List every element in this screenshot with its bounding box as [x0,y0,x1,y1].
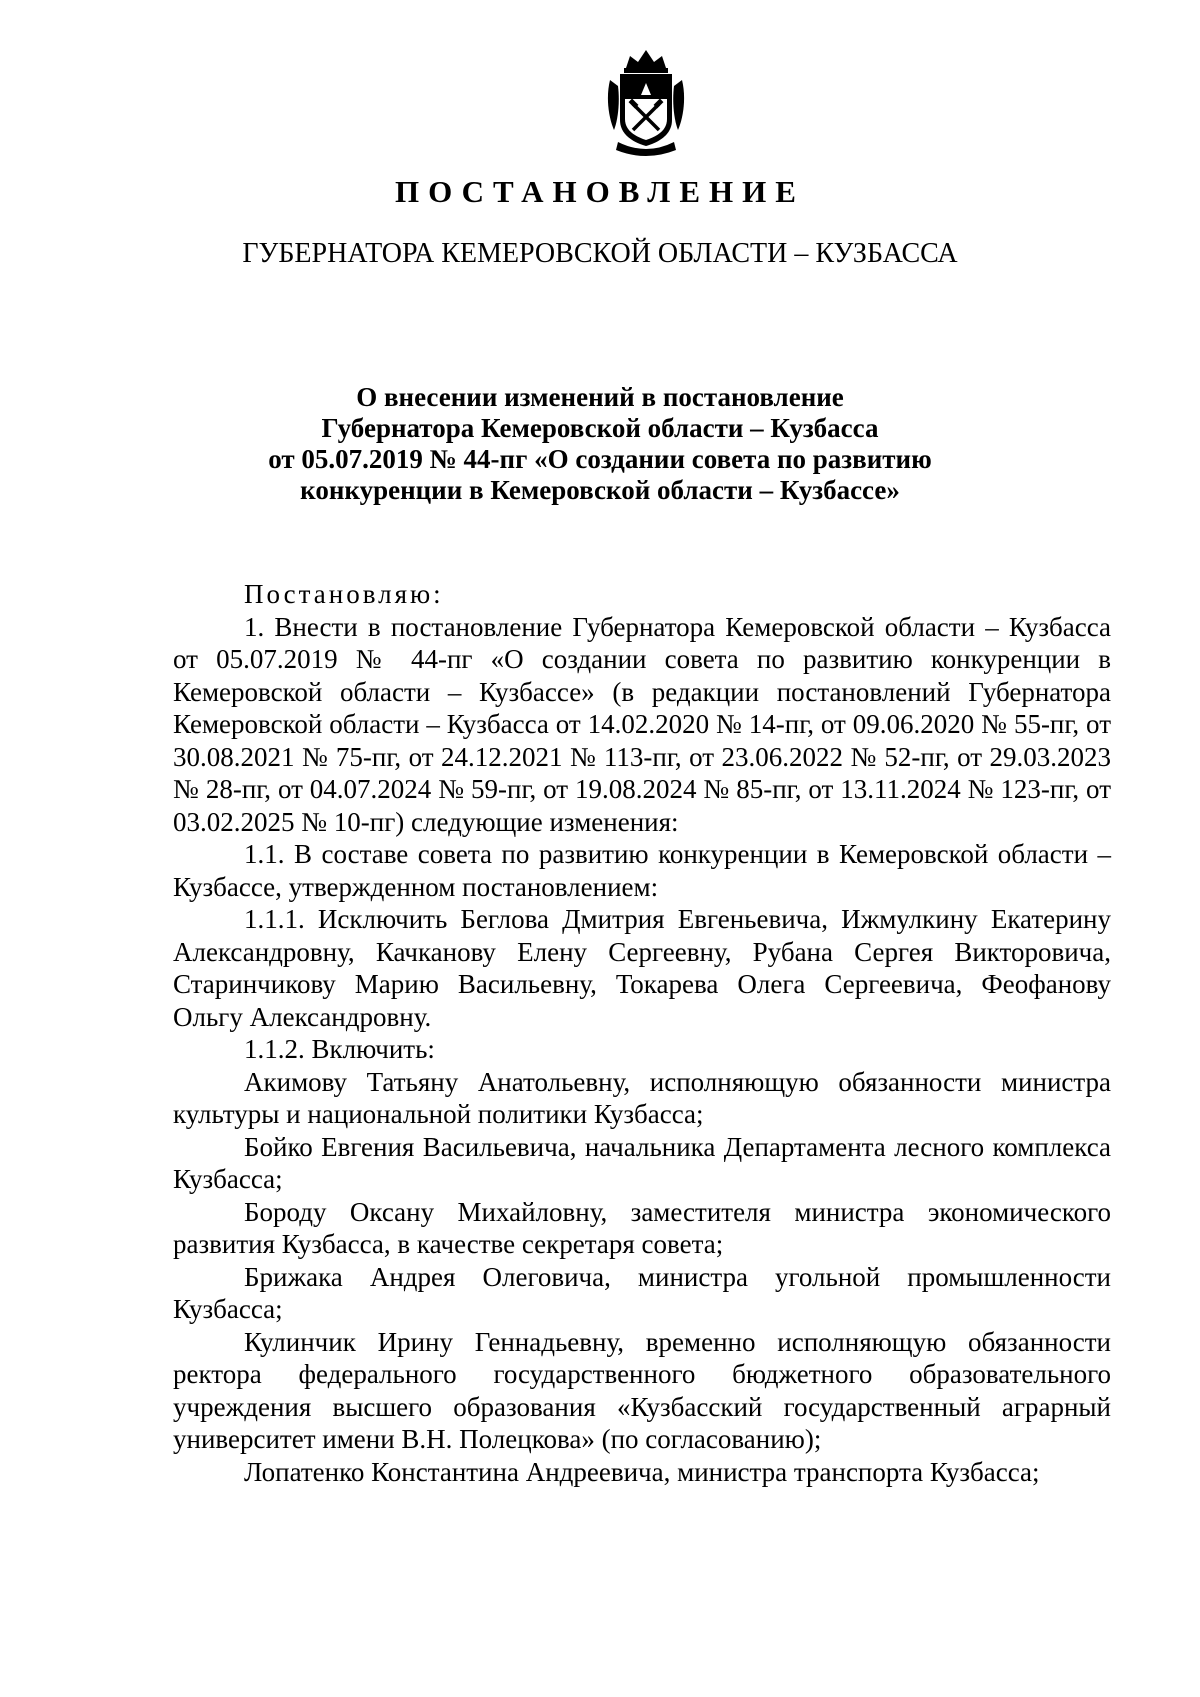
document-type-title: ПОСТАНОВЛЕНИЕ [395,174,805,209]
member-entry: Кулинчик Ирину Геннадьевну, временно исполняющую обязанности ректора федерального государственного бюджетного образовательного учреждения высшего образования «Кузбасский государственный аграрный университет имени В.Н. Полецкова» (по согласованию); [173,1326,1111,1454]
member-entry: Акимову Татьяну Анатольевну, исполняющую обязанности министра культуры и национальной политики Кузбасса; [173,1066,1111,1129]
subject-line: конкуренции в Кемеровской области – Кузбассе» [300,475,900,505]
resolve-line: Постановляю: [244,579,444,609]
member-entry: Бойко Евгения Васильевича, начальника Департамента лесного комплекса Кузбасса; [173,1131,1111,1194]
member-entry: Бороду Оксану Михайловну, заместителя министра экономического развития Кузбасса, в качестве секретаря совета; [173,1196,1111,1259]
paragraph-1-1-2: 1.1.2. Включить: [244,1034,435,1064]
document-body [173,578,1111,1488]
paragraph-1: 1. Внести в постановление Губернатора Кемеровской области – Кузбасса от 05.07.2019 № 44-пг «О создании совета по развитию конкуренции в Кемеровской области – Кузбассе» (в редакции постановлений Губернатора Кемеровской области – Кузбасса от 14.02.2020 № 14-пг, от 09.06.2020 № 55-пг, от 30.08.2021 № 75-пг, от 24.12.2021 № 113-пг, от 23.06.2022 № 52-пг, от 29.03.2023 № 28-пг, от 04.07.2024 № 59-пг, от 19.08.2024 № 85-пг, от 13.11.2024 № 123-пг, от 03.02.2025 № 10-пг) следующие изменения: [173,611,1111,837]
paragraph-1-1: 1.1. В составе совета по развитию конкуренции в Кемеровской области – Кузбассе, утвержденном постановлением: [173,839,1111,902]
member-entry: Лопатенко Константина Андреевича, министра транспорта Кузбасса; [244,1456,1040,1487]
member-entry: Брижака Андрея Олеговича, министра угольной промышленности Кузбасса; [173,1261,1111,1324]
paragraph-1-1-1: 1.1.1. Исключить Беглова Дмитрия Евгеньевича, Ижмулкину Екатерину Александровну, Качканову Елену Сергеевну, Рубана Сергея Викторовича, Старинчикову Марию Васильевну, Токарева Олега Сергеевича, Феофанову Ольгу Александровну. [173,904,1111,1032]
document-issuer: ГУБЕРНАТОРА КЕМЕРОВСКОЙ ОБЛАСТИ – КУЗБАССА [242,238,958,269]
subject-line: О внесении изменений в постановление [356,382,844,412]
subject-line: Губернатора Кемеровской области – Кузбасса [321,413,879,443]
subject-line: от 05.07.2019 № 44-пг «О создании совета по развитию [268,444,932,474]
coat-of-arms-icon [604,46,688,156]
document-subject [0,382,1200,506]
